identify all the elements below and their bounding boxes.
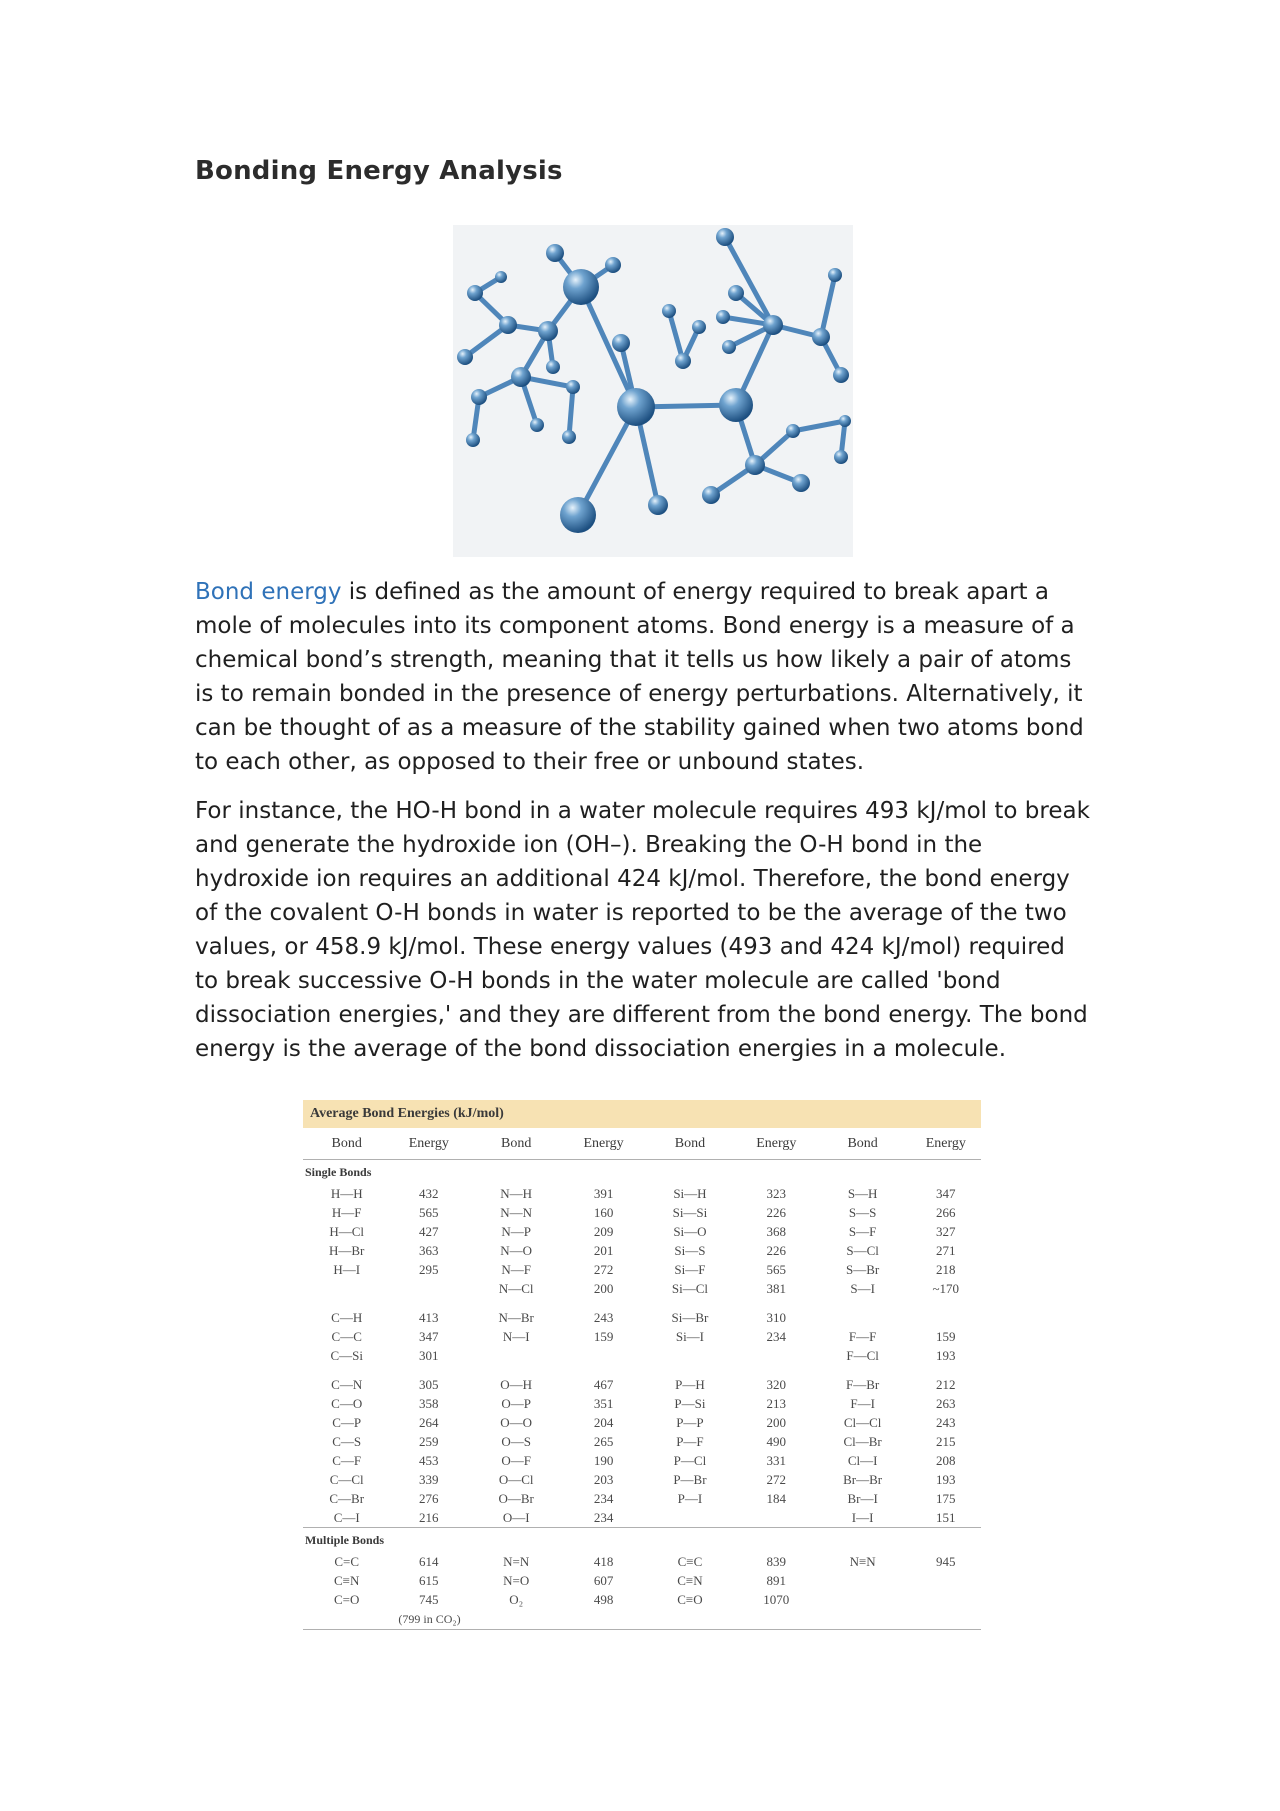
energy-cell: 614 — [419, 1553, 439, 1569]
spacer-cell — [303, 1365, 981, 1375]
table-row — [303, 1375, 981, 1394]
bond-cell: S—H — [847, 1185, 878, 1201]
bond-cell: C—H — [331, 1309, 363, 1325]
energy-cell: 216 — [390, 1508, 467, 1528]
bond-cell: N—N — [500, 1204, 533, 1220]
bond-cell: Si—I — [675, 1328, 705, 1344]
energy-cell: 234 — [593, 1490, 614, 1506]
energy-cell: 215 — [936, 1433, 956, 1449]
bond-cell: F—Cl — [846, 1347, 879, 1363]
bond-cell: S—F — [848, 1223, 877, 1239]
energy-cell: 265 — [593, 1433, 614, 1449]
footnote-row — [303, 1609, 981, 1630]
energy-cell: 498 — [593, 1591, 614, 1607]
table-row — [303, 1260, 981, 1279]
bond-cell: C≡C — [677, 1553, 703, 1569]
bond-cell: Si—Br — [671, 1309, 709, 1325]
bond-cell: P—P — [676, 1414, 704, 1430]
table-row — [303, 1327, 981, 1346]
page-title: Bonding Energy Analysis — [195, 156, 563, 186]
energy-cell — [738, 1346, 815, 1365]
energy-cell: 427 — [419, 1223, 439, 1239]
bond-cell: C—C — [331, 1328, 362, 1344]
energy-cell: 323 — [766, 1185, 787, 1201]
bond-cell: O—Cl — [498, 1471, 534, 1487]
energy-cell: 391 — [593, 1185, 614, 1201]
energy-cell: 418 — [593, 1553, 614, 1569]
bond-cell: C—N — [331, 1376, 363, 1392]
table-row — [303, 1552, 981, 1571]
column-header: Energy — [565, 1128, 642, 1160]
bond-cell — [815, 1308, 911, 1327]
energy-cell: 301 — [419, 1347, 439, 1363]
energy-cell: 271 — [936, 1242, 956, 1258]
energy-cell: 203 — [593, 1471, 614, 1487]
energy-cell: 201 — [593, 1242, 614, 1258]
table-row — [303, 1413, 981, 1432]
bond-cell: Si—O — [673, 1223, 707, 1239]
energy-cell: 839 — [766, 1553, 787, 1569]
energy-cell: 745 — [419, 1591, 439, 1607]
table-row — [303, 1203, 981, 1222]
energy-cell: 175 — [936, 1490, 956, 1506]
energy-cell: 234 — [565, 1508, 642, 1528]
table-row — [303, 1241, 981, 1260]
energy-cell: 453 — [419, 1452, 439, 1468]
bond-cell: N≡N — [849, 1553, 876, 1569]
bond-cell: P—I — [677, 1490, 703, 1506]
energy-cell: 193 — [936, 1347, 956, 1363]
table-row — [303, 1279, 981, 1298]
bond-cell: H—Br — [329, 1242, 365, 1258]
bond-cell: Si—S — [674, 1242, 706, 1258]
energy-cell — [390, 1279, 467, 1298]
bond-cell — [642, 1346, 738, 1365]
bond-cell: P—Si — [674, 1395, 706, 1411]
energy-cell: 208 — [936, 1452, 956, 1468]
bond-cell: O₂ — [509, 1591, 524, 1607]
bond-cell: P—Cl — [673, 1452, 707, 1468]
energy-cell: 184 — [766, 1490, 787, 1506]
bond-cell: C—Br — [329, 1490, 365, 1506]
bond-cell: N—O — [500, 1242, 533, 1258]
bond-cell: C—I — [303, 1508, 390, 1528]
energy-cell — [911, 1590, 981, 1609]
bond-cell: F—Br — [846, 1376, 880, 1392]
section-label-row — [303, 1528, 981, 1553]
bond-cell: H—I — [333, 1261, 361, 1277]
table-row — [303, 1394, 981, 1413]
energy-cell: 259 — [419, 1433, 439, 1449]
table-row — [303, 1508, 981, 1528]
energy-cell: 358 — [419, 1395, 439, 1411]
bond-cell: P—H — [675, 1376, 705, 1392]
energy-cell: 607 — [593, 1572, 614, 1588]
energy-cell: 368 — [766, 1223, 787, 1239]
bond-cell: Si—H — [673, 1185, 707, 1201]
energy-cell: 363 — [419, 1242, 439, 1258]
bond-cell: Si—Cl — [671, 1280, 708, 1296]
table-row — [303, 1451, 981, 1470]
energy-cell: 310 — [766, 1309, 787, 1325]
energy-cell — [911, 1571, 981, 1590]
row-spacer — [303, 1365, 981, 1375]
section-label-row — [303, 1160, 981, 1185]
bond-cell: C≡N — [677, 1572, 703, 1588]
energy-cell: 193 — [936, 1471, 956, 1487]
table-row — [303, 1590, 981, 1609]
bond-cell: S—Cl — [846, 1242, 879, 1258]
bond-cell: N—Br — [498, 1309, 534, 1325]
energy-cell: 272 — [766, 1471, 787, 1487]
footnote-spacer — [303, 1609, 390, 1630]
bond-cell — [467, 1346, 565, 1365]
bond-energy-link[interactable]: Bond energy — [195, 579, 342, 605]
bond-cell: S—S — [848, 1204, 877, 1220]
energy-cell: 331 — [766, 1452, 787, 1468]
energy-cell: 151 — [911, 1508, 981, 1528]
bond-cell: C—P — [332, 1414, 362, 1430]
energy-cell — [738, 1508, 815, 1528]
molecule-illustration — [453, 225, 853, 557]
energy-cell: 945 — [936, 1553, 956, 1569]
table-row — [303, 1346, 981, 1365]
energy-cell: 263 — [936, 1395, 956, 1411]
table-row — [303, 1222, 981, 1241]
bond-cell: O—I — [467, 1508, 565, 1528]
multiple-bonds-label: Multiple Bonds — [305, 1532, 385, 1547]
bond-cell: Cl—Cl — [843, 1414, 882, 1430]
paragraph-example: For instance, the HO-H bond in a water molecule requires 493 kJ/mol to break and generate the hydroxide ion (OH–). Breaking the O-H bond in the hydroxide ion requires an additional 424 kJ/mol. Therefore, the bond energy of the covalent O-H bonds in water is reported to be the average of the two values, or 458.9 kJ/mol. These energy values (493 and 424 kJ/mol) required to break successive O-H bonds in the water molecule are called 'bond dissociation energies,' and they are different from the bond energy. The bond energy is the average of the bond dissociation energies in a molecule. — [195, 798, 1090, 1062]
column-header: Bond — [467, 1128, 565, 1160]
bond-cell — [815, 1571, 911, 1590]
column-header: Bond — [642, 1128, 738, 1160]
column-header: Bond — [815, 1128, 911, 1160]
bond-cell: H—Cl — [329, 1223, 365, 1239]
energy-cell: 234 — [766, 1328, 787, 1344]
energy-cell: 160 — [593, 1204, 614, 1220]
table-row — [303, 1308, 981, 1327]
single-bonds-label: Single Bonds — [305, 1164, 372, 1179]
energy-cell: 243 — [936, 1414, 956, 1430]
bond-cell: O—S — [501, 1433, 531, 1449]
bond-cell: C—S — [332, 1433, 362, 1449]
table-row — [303, 1432, 981, 1451]
molecule-network-icon — [453, 225, 853, 557]
table-row — [303, 1184, 981, 1203]
co2-footnote: (799 in CO₂) — [390, 1609, 981, 1630]
bond-cell: P—Br — [673, 1471, 707, 1487]
energy-cell: 1070 — [763, 1591, 790, 1607]
energy-cell: 347 — [936, 1185, 956, 1201]
table-row — [303, 1470, 981, 1489]
energy-cell: 226 — [766, 1204, 787, 1220]
energy-cell: 891 — [766, 1572, 787, 1588]
energy-cell: 276 — [419, 1490, 439, 1506]
bond-cell: N—Cl — [498, 1280, 534, 1296]
bond-cell: C—F — [332, 1452, 362, 1468]
energy-cell: 432 — [419, 1185, 439, 1201]
bond-cell: F—F — [848, 1328, 877, 1344]
energy-cell: 490 — [766, 1433, 787, 1449]
bond-cell: Cl—I — [847, 1452, 878, 1468]
energy-cell: 200 — [766, 1414, 787, 1430]
energy-cell: ~170 — [932, 1280, 960, 1296]
energy-cell: 212 — [936, 1376, 956, 1392]
bond-cell: H—F — [331, 1204, 362, 1220]
article-body — [195, 575, 1095, 1081]
bond-cell: C—Si — [330, 1347, 363, 1363]
energy-cell: 226 — [766, 1242, 787, 1258]
bond-cell: Si—Si — [672, 1204, 708, 1220]
energy-cell: 243 — [593, 1309, 614, 1325]
energy-cell: 209 — [593, 1223, 614, 1239]
bond-cell: O—P — [501, 1395, 531, 1411]
bond-cell: O—F — [501, 1452, 531, 1468]
bond-cell: N—P — [501, 1223, 531, 1239]
bond-cell — [303, 1279, 390, 1298]
bond-cell: H—H — [330, 1185, 363, 1201]
energy-cell: 467 — [593, 1376, 614, 1392]
bond-cell: N=O — [503, 1572, 530, 1588]
bond-cell: Br—Br — [843, 1471, 883, 1487]
bond-cell: Cl—Br — [843, 1433, 882, 1449]
column-header: Energy — [390, 1128, 467, 1160]
column-header: Bond — [303, 1128, 390, 1160]
bond-cell: C≡N — [334, 1572, 360, 1588]
bond-cell: F—I — [850, 1395, 875, 1411]
bond-cell: C—O — [331, 1395, 363, 1411]
energy-cell: 381 — [766, 1280, 787, 1296]
bond-cell: C—Cl — [329, 1471, 364, 1487]
energy-cell: 565 — [766, 1261, 787, 1277]
energy-cell: 351 — [593, 1395, 614, 1411]
energy-cell: 159 — [936, 1328, 956, 1344]
bond-cell — [815, 1590, 911, 1609]
energy-cell: 159 — [593, 1328, 614, 1344]
bond-cell: C=O — [334, 1591, 360, 1607]
energy-cell — [911, 1308, 981, 1327]
row-spacer — [303, 1298, 981, 1308]
bond-cell: C=C — [334, 1553, 360, 1569]
paragraph-definition — [195, 575, 1095, 779]
table-header-row — [303, 1128, 981, 1160]
bond-cell: N—H — [500, 1185, 533, 1201]
bond-energy-grid — [303, 1128, 981, 1630]
energy-cell: 615 — [419, 1572, 439, 1588]
energy-cell: 565 — [419, 1204, 439, 1220]
table-row — [303, 1489, 981, 1508]
bond-cell: S—I — [850, 1280, 875, 1296]
energy-cell: 218 — [936, 1261, 956, 1277]
energy-cell: 264 — [419, 1414, 439, 1430]
energy-cell: 213 — [766, 1395, 787, 1411]
bond-cell: O—O — [500, 1414, 533, 1430]
bond-cell: C≡O — [677, 1591, 703, 1607]
energy-cell: 305 — [419, 1376, 439, 1392]
bond-cell: N=N — [503, 1553, 530, 1569]
column-header: Energy — [911, 1128, 981, 1160]
energy-cell: 327 — [936, 1223, 956, 1239]
energy-cell — [565, 1346, 642, 1365]
energy-cell: 320 — [766, 1376, 787, 1392]
bond-cell: N—I — [502, 1328, 530, 1344]
table-caption: Average Bond Energies (kJ/mol) — [303, 1100, 981, 1128]
energy-cell: 200 — [593, 1280, 614, 1296]
bond-cell: Si—F — [674, 1261, 706, 1277]
energy-cell: 295 — [419, 1261, 439, 1277]
paragraph-definition-text: is defined as the amount of energy required to break apart a mole of molecules into its component atoms. Bond energy is a measure of a chemical bond’s strength, meaning that it tells us how likely a pair of atoms is to remain bonded in the presence of energy perturbations. Alternatively, it can be thought of as a measure of the stability gained when two atoms bond to each other, as opposed to their free or unbound states. — [195, 579, 1084, 775]
energy-cell: 413 — [419, 1309, 439, 1325]
energy-cell: 190 — [593, 1452, 614, 1468]
bond-energy-table — [303, 1100, 981, 1637]
bond-cell: O—Br — [498, 1490, 534, 1506]
energy-cell: 272 — [593, 1261, 614, 1277]
bond-cell: N—F — [501, 1261, 531, 1277]
energy-cell: 266 — [936, 1204, 956, 1220]
bond-cell: O—H — [500, 1376, 533, 1392]
bond-cell: S—Br — [846, 1261, 880, 1277]
bond-cell: P—F — [676, 1433, 704, 1449]
energy-cell: 204 — [593, 1414, 614, 1430]
energy-cell: 347 — [419, 1328, 439, 1344]
energy-cell: 339 — [419, 1471, 439, 1487]
column-header: Energy — [738, 1128, 815, 1160]
spacer-cell — [303, 1298, 981, 1308]
table-row — [303, 1571, 981, 1590]
bond-cell: Br—I — [847, 1490, 878, 1506]
bond-cell: I—I — [815, 1508, 911, 1528]
bond-cell — [642, 1508, 738, 1528]
